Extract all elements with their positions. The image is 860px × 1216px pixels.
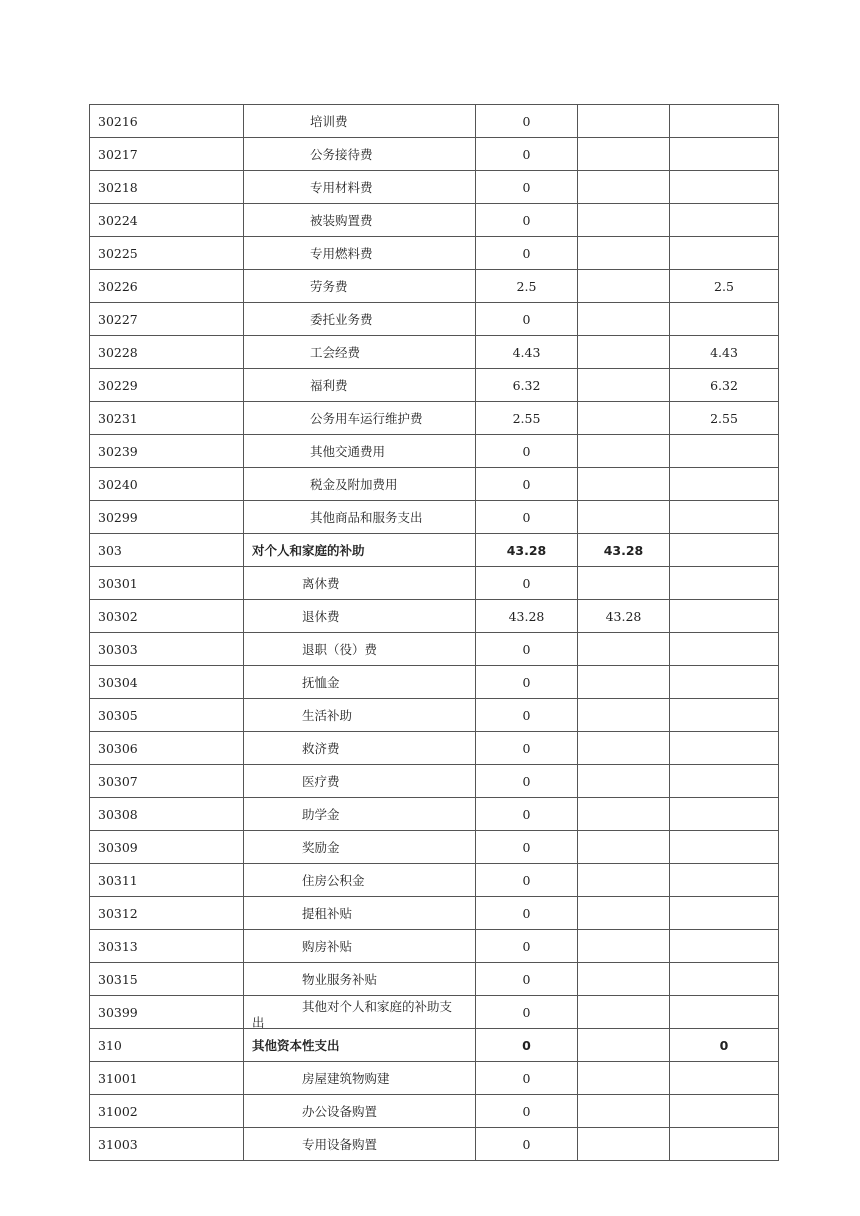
account-name-cell: 其他商品和服务支出 [244,501,476,534]
basic-expenditure-cell [578,930,670,963]
total-amount-cell: 43.28 [476,534,578,567]
account-name-cell: 税金及附加费用 [244,468,476,501]
basic-expenditure-cell [578,996,670,1029]
total-amount-cell: 0 [476,930,578,963]
table-row [90,468,779,501]
basic-expenditure-cell [578,171,670,204]
account-name-cell: 医疗费 [244,765,476,798]
table-row [90,171,779,204]
table-row [90,897,779,930]
total-amount-cell: 0 [476,996,578,1029]
account-code-cell: 30307 [90,765,244,798]
account-code-cell: 30216 [90,105,244,138]
account-code-cell: 30218 [90,171,244,204]
account-code-cell: 30224 [90,204,244,237]
account-name-cell: 住房公积金 [244,864,476,897]
total-amount-cell: 0 [476,666,578,699]
project-expenditure-cell [670,468,779,501]
project-expenditure-cell: 2.55 [670,402,779,435]
total-amount-cell: 2.5 [476,270,578,303]
account-name-cell: 其他交通费用 [244,435,476,468]
account-code-cell: 30231 [90,402,244,435]
basic-expenditure-cell [578,831,670,864]
table-row [90,930,779,963]
account-code-cell: 30240 [90,468,244,501]
account-name-cell: 其他资本性支出 [244,1029,476,1062]
account-code-cell: 30228 [90,336,244,369]
basic-expenditure-cell [578,336,670,369]
project-expenditure-cell [670,171,779,204]
table-row [90,666,779,699]
account-name-cell: 培训费 [244,105,476,138]
project-expenditure-cell [670,501,779,534]
table-row [90,303,779,336]
project-expenditure-cell [670,831,779,864]
basic-expenditure-cell [578,897,670,930]
project-expenditure-cell [670,138,779,171]
account-name-cell: 工会经费 [244,336,476,369]
account-name-cell: 退休费 [244,600,476,633]
table-row [90,567,779,600]
account-name-cell [244,996,476,1029]
table-row [90,1095,779,1128]
table-row [90,996,779,1029]
account-code-cell: 30217 [90,138,244,171]
total-amount-cell: 0 [476,1128,578,1161]
account-code-cell: 30305 [90,699,244,732]
basic-expenditure-cell [578,798,670,831]
account-name-cell: 专用燃料费 [244,237,476,270]
total-amount-cell: 0 [476,1095,578,1128]
total-amount-cell: 0 [476,501,578,534]
budget-expenditure-table [89,104,779,1161]
total-amount-cell: 2.55 [476,402,578,435]
basic-expenditure-cell [578,732,670,765]
project-expenditure-cell: 6.32 [670,369,779,402]
total-amount-cell: 43.28 [476,600,578,633]
project-expenditure-cell: 0 [670,1029,779,1062]
table-row [90,270,779,303]
total-amount-cell: 0 [476,303,578,336]
basic-expenditure-cell [578,501,670,534]
basic-expenditure-cell [578,435,670,468]
project-expenditure-cell [670,798,779,831]
table-row [90,1029,779,1062]
total-amount-cell: 0 [476,897,578,930]
project-expenditure-cell [670,864,779,897]
table-row [90,105,779,138]
total-amount-cell: 0 [476,138,578,171]
account-code-cell: 31003 [90,1128,244,1161]
account-name-cell: 公务接待费 [244,138,476,171]
total-amount-cell: 0 [476,468,578,501]
account-name-cell: 被装购置费 [244,204,476,237]
account-name-cell: 房屋建筑物购建 [244,1062,476,1095]
account-code-cell: 31001 [90,1062,244,1095]
total-amount-cell: 6.32 [476,369,578,402]
account-name-cell: 劳务费 [244,270,476,303]
project-expenditure-cell: 2.5 [670,270,779,303]
account-name-cell: 购房补贴 [244,930,476,963]
basic-expenditure-cell [578,138,670,171]
account-code-cell: 30227 [90,303,244,336]
total-amount-cell: 0 [476,765,578,798]
total-amount-cell: 0 [476,237,578,270]
table-row [90,336,779,369]
basic-expenditure-cell [578,963,670,996]
account-code-cell: 310 [90,1029,244,1062]
account-code-cell: 31002 [90,1095,244,1128]
basic-expenditure-cell: 43.28 [578,534,670,567]
total-amount-cell: 0 [476,732,578,765]
account-code-cell: 30299 [90,501,244,534]
table-row [90,237,779,270]
account-name-cell: 助学金 [244,798,476,831]
project-expenditure-cell [670,765,779,798]
project-expenditure-cell [670,996,779,1029]
table-row [90,831,779,864]
account-code-cell: 30226 [90,270,244,303]
basic-expenditure-cell [578,666,670,699]
total-amount-cell: 0 [476,1062,578,1095]
total-amount-cell: 0 [476,435,578,468]
project-expenditure-cell [670,633,779,666]
basic-expenditure-cell [578,1062,670,1095]
table-row [90,501,779,534]
total-amount-cell: 0 [476,864,578,897]
project-expenditure-cell [670,897,779,930]
basic-expenditure-cell [578,567,670,600]
project-expenditure-cell [670,732,779,765]
project-expenditure-cell [670,435,779,468]
account-name-cell: 公务用车运行维护费 [244,402,476,435]
total-amount-cell: 0 [476,1029,578,1062]
basic-expenditure-cell [578,402,670,435]
account-name-cell: 专用材料费 [244,171,476,204]
project-expenditure-cell [670,105,779,138]
account-name-cell: 福利费 [244,369,476,402]
total-amount-cell: 0 [476,204,578,237]
table-row [90,138,779,171]
account-name-cell: 抚恤金 [244,666,476,699]
basic-expenditure-cell [578,765,670,798]
account-code-cell: 303 [90,534,244,567]
total-amount-cell: 0 [476,171,578,204]
total-amount-cell: 0 [476,798,578,831]
table-row [90,534,779,567]
account-code-cell: 30309 [90,831,244,864]
project-expenditure-cell [670,534,779,567]
project-expenditure-cell: 4.43 [670,336,779,369]
account-name-cell: 奖励金 [244,831,476,864]
table-row [90,1128,779,1161]
project-expenditure-cell [670,600,779,633]
account-name-cell: 委托业务费 [244,303,476,336]
account-name-cell: 退职（役）费 [244,633,476,666]
account-code-cell: 30304 [90,666,244,699]
account-name-cell: 物业服务补贴 [244,963,476,996]
basic-expenditure-cell [578,1029,670,1062]
project-expenditure-cell [670,666,779,699]
total-amount-cell: 0 [476,567,578,600]
basic-expenditure-cell [578,699,670,732]
table-row [90,633,779,666]
project-expenditure-cell [670,930,779,963]
account-name-cell: 对个人和家庭的补助 [244,534,476,567]
account-code-cell: 30308 [90,798,244,831]
account-code-cell: 30312 [90,897,244,930]
basic-expenditure-cell [578,468,670,501]
account-code-cell: 30225 [90,237,244,270]
account-name-cell: 专用设备购置 [244,1128,476,1161]
table-row [90,963,779,996]
account-code-cell: 30239 [90,435,244,468]
basic-expenditure-cell [578,105,670,138]
basic-expenditure-cell [578,633,670,666]
account-name-line-wrap: 出 [252,1015,265,1030]
basic-expenditure-cell [578,270,670,303]
table-row [90,435,779,468]
project-expenditure-cell [670,1095,779,1128]
account-name-cell: 提租补贴 [244,897,476,930]
table-row [90,864,779,897]
basic-expenditure-cell [578,1128,670,1161]
total-amount-cell: 0 [476,633,578,666]
project-expenditure-cell [670,237,779,270]
table-row [90,204,779,237]
total-amount-cell: 0 [476,699,578,732]
table-row [90,369,779,402]
account-code-cell: 30399 [90,996,244,1029]
total-amount-cell: 0 [476,963,578,996]
table-row [90,1062,779,1095]
basic-expenditure-cell [578,303,670,336]
basic-expenditure-cell [578,237,670,270]
project-expenditure-cell [670,204,779,237]
table-row [90,402,779,435]
project-expenditure-cell [670,699,779,732]
project-expenditure-cell [670,1128,779,1161]
total-amount-cell: 0 [476,105,578,138]
table-row [90,699,779,732]
account-code-cell: 30315 [90,963,244,996]
table-body [90,105,779,1161]
project-expenditure-cell [670,963,779,996]
table-row [90,765,779,798]
total-amount-cell: 0 [476,831,578,864]
project-expenditure-cell [670,567,779,600]
table-row [90,732,779,765]
basic-expenditure-cell [578,369,670,402]
basic-expenditure-cell [578,204,670,237]
account-code-cell: 30313 [90,930,244,963]
account-name-cell: 生活补助 [244,699,476,732]
table-row [90,600,779,633]
basic-expenditure-cell [578,864,670,897]
account-name-cell: 离休费 [244,567,476,600]
account-code-cell: 30301 [90,567,244,600]
account-name-line: 其他对个人和家庭的补助支 [302,999,453,1014]
basic-expenditure-cell [578,1095,670,1128]
account-code-cell: 30229 [90,369,244,402]
account-code-cell: 30303 [90,633,244,666]
account-code-cell: 30306 [90,732,244,765]
project-expenditure-cell [670,303,779,336]
project-expenditure-cell [670,1062,779,1095]
table-row [90,798,779,831]
basic-expenditure-cell: 43.28 [578,600,670,633]
account-code-cell: 30311 [90,864,244,897]
account-name-cell: 办公设备购置 [244,1095,476,1128]
account-code-cell: 30302 [90,600,244,633]
total-amount-cell: 4.43 [476,336,578,369]
account-name-cell: 救济费 [244,732,476,765]
